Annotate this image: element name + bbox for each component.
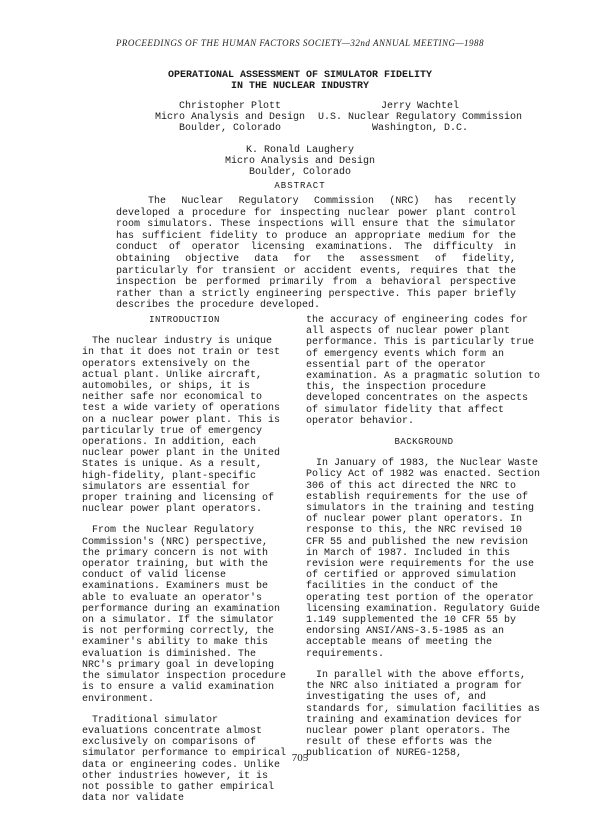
author-block-3 xyxy=(190,145,410,178)
intro-paragraph-3-continued: the accuracy of engineering codes for all aspects of nuclear power plant performance. This is particularly true of emergency events which form an essential part of the operator examination. As a pragmatic solution to this, the inspection procedure developed concentrates on the aspects of simulator fidelity that affect operator behavior. xyxy=(306,315,541,427)
left-column xyxy=(82,315,287,814)
intro-paragraph-3: Traditional simulator evaluations concentrate almost exclusively on comparisons of simulator performance to empirical data or engineering codes. Unlike other industries however, it is not possible to gather empirical data nor validate xyxy=(82,714,287,805)
author-location: Boulder, Colorado xyxy=(248,167,352,178)
abstract-heading: ABSTRACT xyxy=(274,181,326,191)
intro-paragraph-2: From the Nuclear Regulatory Commission's (NRC) perspective, the primary concern is not with operator training, but with the conduct of valid license examinations. Examiners must be able to evaluate an operator's performance during an examination on a simulator. If the simulator is not performing correctly, the examiner's ability to make this evaluation is diminished. The NRC's primary goal in developing the simulator inspection procedure is to ensure a valid examination environment. xyxy=(82,525,287,705)
author-affiliation: U.S. Nuclear Regulatory Commission xyxy=(317,112,523,123)
running-header: PROCEEDINGS OF THE HUMAN FACTORS SOCIETY—32nd ANNUAL MEETING—1988 xyxy=(115,38,485,48)
right-column xyxy=(306,315,542,770)
author-affiliation: Micro Analysis and Design xyxy=(154,112,306,123)
author-name: Jerry Wachtel xyxy=(380,101,459,112)
author-location: Washington, D.C. xyxy=(371,123,468,134)
author-name: Christopher Plott xyxy=(178,101,282,112)
introduction-heading: INTRODUCTION xyxy=(149,315,220,325)
abstract-text: The Nuclear Regulatory Commission (NRC) has recently developed a procedure for inspecting nuclear power plant control room simulators. These inspections will ensure that the simulator has sufficient fidelity to produce an appropriate medium for the conduct of operator licensing examinations. The difficulty in obtaining objective data for the assessment of fidelity, particularly for transient or accident events, requires that the inspection be performed primarily from a behavioral perspective rather than a strictly engineering perspective. This paper briefly describes the procedure developed. xyxy=(116,196,516,312)
background-paragraph-2: In parallel with the above efforts, the NRC also initiated a program for investigating the uses of, and standards for, simulation facilities as training and examination devices for nuclear power plant operators. The result of these efforts was the publication of NUREG-1258, xyxy=(306,669,541,760)
title-line-2: IN THE NUCLEAR INDUSTRY xyxy=(230,81,370,92)
background-paragraph-1: In January of 1983, the Nuclear Waste Policy Act of 1982 was enacted. Section 306 of this act directed the NRC to establish requirements for the use of simulators in the training and testing of nuclear power plant operators. In response to this, the NRC revised 10 CFR 55 and published the new revision in March of 1987. Included in this revision were requirements for the use of certified or approved simulation facilities in the conduct of the operating test portion of the operator licensing examination. Regulatory Guide 1.149 supplemented the 10 CFR 55 by endorsing ANSI/ANS-3.5-1985 as an acceptable means of meeting the requirements. xyxy=(306,458,541,660)
author-block-2 xyxy=(300,101,540,134)
author-affiliation: Micro Analysis and Design xyxy=(224,156,376,167)
background-heading: BACKGROUND xyxy=(394,437,454,448)
author-name: K. Ronald Laughery xyxy=(245,145,355,156)
intro-paragraph-1: The nuclear industry is unique in that it does not train or test operators extensively on the actual plant. Unlike aircraft, automobiles, or ships, it is neither safe nor economical to test a wide variety of operations on a nuclear power plant. This is particularly true of emergency operations. In addition, each nuclear power plant in the United States is unique. As a result, high-fidelity, plant-specific simulators are essential for proper training and licensing of nuclear power plant operators. xyxy=(82,336,281,516)
page-number: 705 xyxy=(291,752,309,764)
author-location: Boulder, Colorado xyxy=(178,123,282,134)
paper-title xyxy=(0,70,600,92)
title-line-1: OPERATIONAL ASSESSMENT OF SIMULATOR FIDELITY xyxy=(167,70,433,81)
